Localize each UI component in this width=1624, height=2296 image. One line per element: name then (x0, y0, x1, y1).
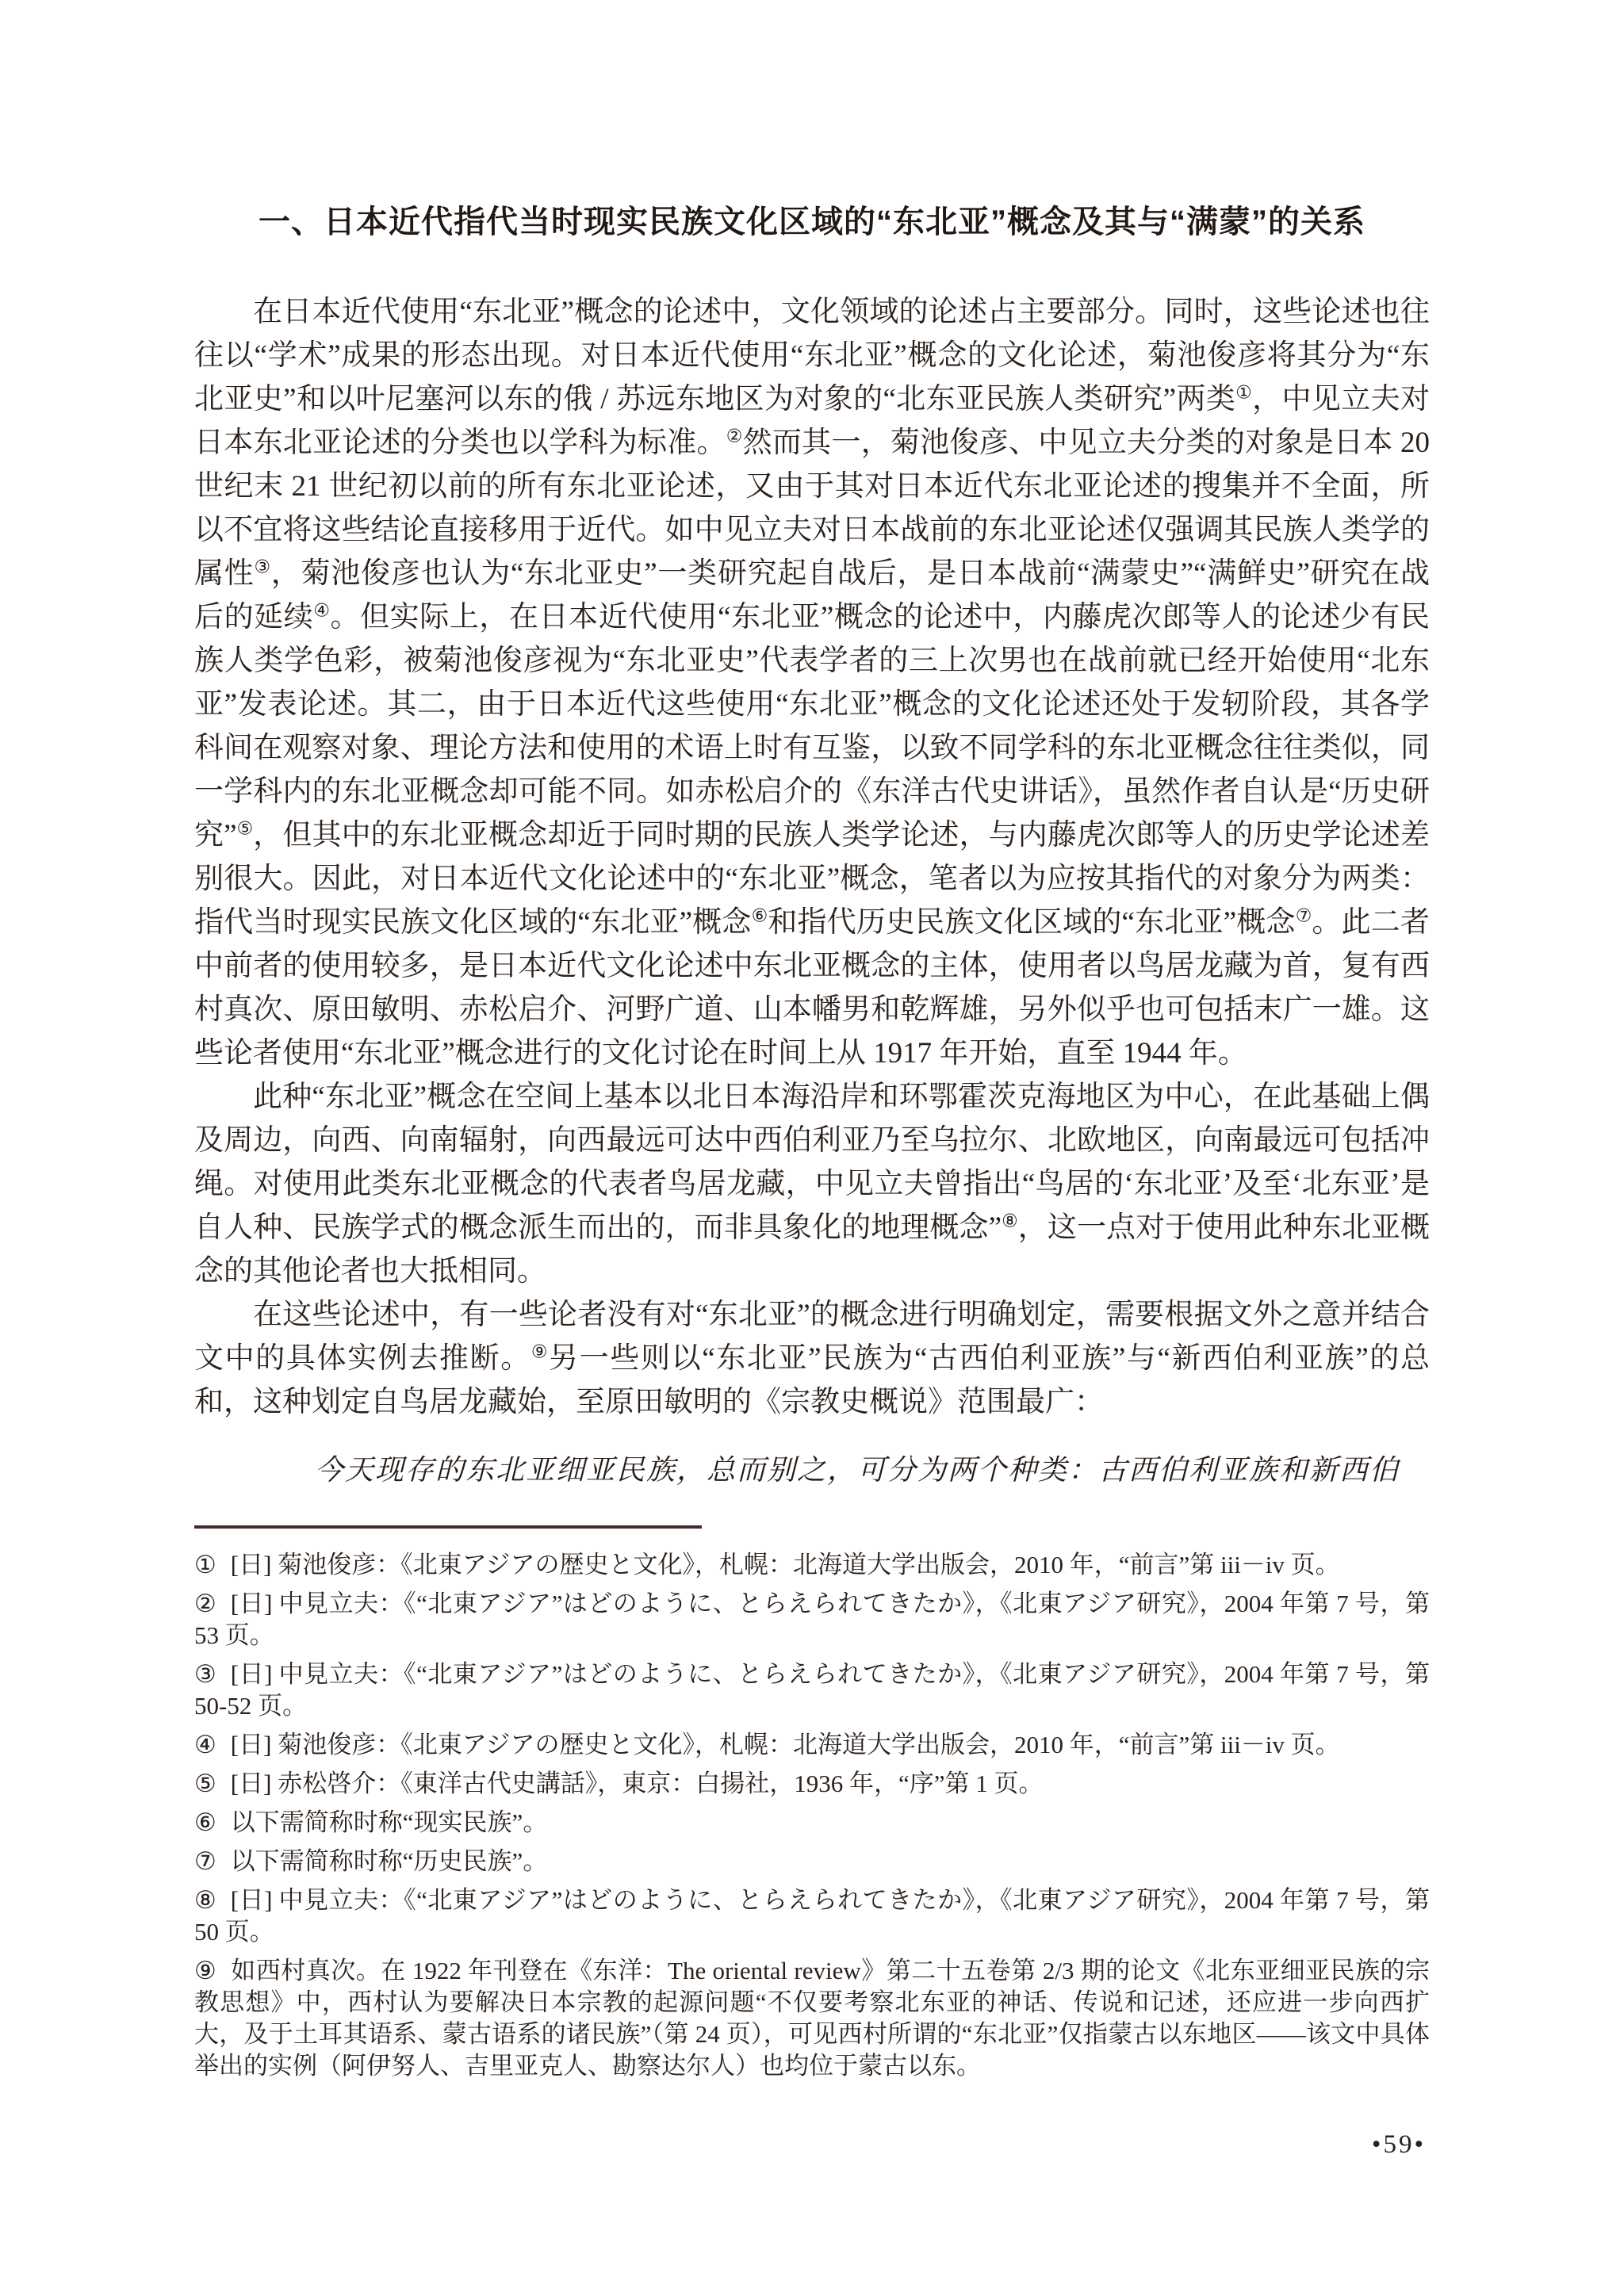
block-quote: 今天现存的东北亚细亚民族，总而别之，可分为两个种类：古西伯利亚族和新西伯 (315, 1454, 1400, 1486)
body-paragraph: 在日本近代使用“东北亚”概念的论述中，文化领域的论述占主要部分。同时，这些论述也往往以“学术”成果的形态出现。对日本近代使用“东北亚”概念的文化论述，菊池俊彦将其分为“东北亚史”和以叶尼塞河以东的俄 / 苏远东地区为对象的“北东亚民族人类研究”两类①，中见立夫对日本东北亚论述的分类也以学科为标准。②然而其一，菊池俊彦、中见立夫分类的对象是日本 20 世纪末 21 世纪初以前的所有东北亚论述，又由于其对日本近代东北亚论述的搜集并不全面，所以不宜将这些结论直接移用于近代。如中见立夫对日本战前的东北亚论述仅强调其民族人类学的属性③，菊池俊彦也认为“东北亚史”一类研究起自战后，是日本战前“满蒙史”“满鲜史”研究在战后的延续④。但实际上，在日本近代使用“东北亚”概念的论述中，内藤虎次郎等人的论述少有民族人类学色彩，被菊池俊彦视为“东北亚史”代表学者的三上次男也在战前就已经开始使用“北东亚”发表论述。其二，由于日本近代这些使用“东北亚”概念的文化论述还处于发轫阶段，其各学科间在观察对象、理论方法和使用的术语上时有互鉴，以致不同学科的东北亚概念往往类似，同一学科内的东北亚概念却可能不同。如赤松启介的《东洋古代史讲话》，虽然作者自认是“历史研究”⑤，但其中的东北亚概念却近于同时期的民族人类学论述，与内藤虎次郎等人的历史学论述差别很大。因此，对日本近代文化论述中的“东北亚”概念，笔者以为应按其指代的对象分为两类：指代当时现实民族文化区域的“东北亚”概念⑥和指代历史民族文化区域的“东北亚”概念⑦。此二者中前者的使用较多，是日本近代文化论述中东北亚概念的主体，使用者以鸟居龙藏为首，复有西村真次、原田敏明、赤松启介、河野广道、山本幡男和乾辉雄，另外似乎也可包括末广一雄。这些论者使用“东北亚”概念进行的文化讨论在时间上从 1917 年开始，直至 1944 年。 (194, 296, 1431, 1070)
footnote-marker: ④ (194, 1731, 216, 1758)
footnote-marker: ⑥ (194, 1808, 216, 1836)
footnote-separator (194, 1525, 702, 1529)
footnote-ref: ② (726, 426, 743, 446)
footnote-text: [日] 中見立夫：《“北東アジア”はどのように、とらえられてきたか》，《北東アジア研究》，2004 年第 7 号，第 50 页。 (194, 1886, 1430, 1946)
footnote-text: 以下需简称时称“历史民族”。 (230, 1847, 548, 1875)
footnote-text: [日] 中見立夫：《“北東アジア”はどのように、とらえられてきたか》，《北東アジア研究》，2004 年第 7 号，第 53 页。 (194, 1590, 1430, 1649)
footnote-text: [日] 中見立夫：《“北東アジア”はどのように、とらえられてきたか》，《北東アジア研究》，2004 年第 7 号，第 50-52 页。 (194, 1660, 1430, 1720)
footnote-item (194, 1549, 1430, 1581)
footnotes-section (194, 1549, 1430, 2082)
footnote-item (194, 1588, 1430, 1651)
footnote-marker: ① (194, 1551, 216, 1578)
footnote-item (194, 1885, 1430, 1948)
footnote-item (194, 1846, 1430, 1877)
section-heading: 一、日本近代指代当时现实民族文化区域的“东北亚”概念及其与“满蒙”的关系 (259, 205, 1365, 239)
footnote-text: 如西村真次。在 1922 年刊登在《东洋：The oriental review》第二十五卷第 2/3 期的论文《北东亚细亚民族的宗教思想》中，西村认为要解决日本宗教的起源问题“不仅要考察北东亚的神话、传说和记述，还应进一步向西扩大，及于土耳其语系、蒙古语系的诸民族”（第 24 页），可见西村所谓的“东北亚”仅指蒙古以东地区——该文中具体举出的实例（阿伊努人、吉里亚克人、勘察达尔人）也均位于蒙古以东。 (194, 1957, 1430, 2080)
body-paragraph: 此种“东北亚”概念在空间上基本以北日本海沿岸和环鄂霍茨克海地区为中心，在此基础上偶及周边，向西、向南辐射，向西最远可达中西伯利亚乃至乌拉尔、北欧地区，向南最远可包括冲绳。对使用此类东北亚概念的代表者鸟居龙藏，中见立夫曾指出“鸟居的‘东北亚’及至‘北东亚’是自人种、民族学式的概念派生而出的，而非具象化的地理概念”⑧，这一点对于使用此种东北亚概念的其他论者也大抵相同。 (194, 1081, 1431, 1288)
footnote-item (194, 1659, 1430, 1722)
footnote-item (194, 1729, 1430, 1761)
footnote-marker: ⑦ (194, 1847, 216, 1875)
body-paragraph: 在这些论述中，有一些论者没有对“东北亚”的概念进行明确划定，需要根据文外之意并结合文中的具体实例去推断。⑨另一些则以“东北亚”民族为“古西伯利亚族”与“新西伯利亚族”的总和，这种划定自鸟居龙藏始，至原田敏明的《宗教史概说》范围最广： (194, 1299, 1430, 1418)
footnote-text: 以下需简称时称“现实民族”。 (230, 1808, 548, 1836)
footnote-ref: ⑥ (751, 905, 768, 926)
footnote-marker: ⑤ (194, 1770, 216, 1797)
body-text (194, 290, 1430, 1424)
footnote-ref: ⑨ (530, 1341, 550, 1362)
footnote-marker: ② (194, 1590, 216, 1617)
footnote-text: [日] 赤松啓介：《東洋古代史講話》，東京：白揚社，1936 年，“序”第 1 页。 (230, 1770, 1044, 1797)
footnote-marker: ⑨ (194, 1957, 216, 1984)
footnote-ref: ⑦ (1295, 905, 1312, 926)
footnote-item (194, 1768, 1430, 1800)
footnote-text: [日] 菊池俊彦：《北東アジアの歴史と文化》，札幌：北海道大学出版会，2010 年，“前言”第 iii－iv 页。 (230, 1551, 1340, 1578)
footnote-item (194, 1955, 1430, 2082)
footnote-ref: ③ (254, 557, 271, 577)
page-number: •59• (1371, 2130, 1426, 2159)
footnote-text: [日] 菊池俊彦：《北東アジアの歴史と文化》，札幌：北海道大学出版会，2010 年，“前言”第 iii－iv 页。 (230, 1731, 1340, 1758)
footnote-ref: ⑤ (236, 818, 254, 839)
footnote-marker: ③ (194, 1660, 216, 1688)
footnote-item (194, 1807, 1430, 1839)
footnote-ref: ① (1235, 382, 1253, 403)
footnote-marker: ⑧ (194, 1886, 216, 1914)
footnote-ref: ⑧ (1002, 1211, 1018, 1231)
footnote-ref: ④ (313, 600, 331, 621)
